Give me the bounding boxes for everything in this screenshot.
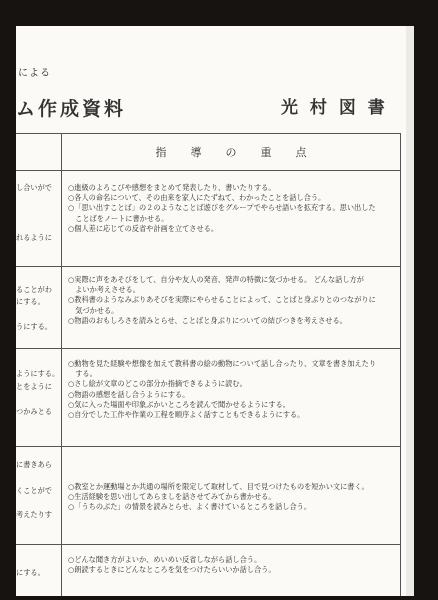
row-divider (16, 348, 400, 349)
left-cell-text: にする。 (16, 297, 45, 306)
row-divider (16, 170, 400, 171)
left-cell-text: くことがで (16, 486, 52, 495)
table-row (68, 275, 398, 326)
row-text-line: ○個人差に応じての反省や計画を立てさせる。 (68, 223, 219, 233)
left-cell-text: れるように (16, 233, 52, 242)
row-text-line: ○物語のおもしろさを読みとらせ、ことばと身ぶりについての結びつきを考えさせる。 (68, 315, 347, 325)
row-text-line: ○教科書のようなみぶりあそびを実際にやらせることによって、ことばと身ぶりとのつながりに (68, 295, 376, 305)
table-row (68, 555, 398, 575)
row-text-line: ○「思い出すことば」の２のようなことば遊びをグループでやらせ語いを拡充する。思い出した (68, 203, 376, 213)
page-edge-shadow (406, 26, 414, 596)
row-text-line: ○自分でした工作や作業の工程を順序よく話すこともできるようにする。 (68, 410, 305, 420)
left-cell-text: ようにする。 (16, 369, 60, 378)
row-text-line: ○「うちのぶた」の情景を読みとらせ、よく書けているところを話し合う。 (68, 502, 312, 512)
row-text-line: ○気に入った場面や印象ぶかいところを読んで聞かせるようにする。 (68, 399, 290, 409)
column-divider (61, 133, 62, 596)
left-cell-text: し合いがで (16, 183, 52, 192)
row-text-line: ○生活経験を思い出してあらましを話させてみてから書かせる。 (68, 492, 276, 502)
row-divider (16, 544, 400, 545)
row-text-line: する。 (68, 369, 97, 379)
row-text-line: ○どんな聞き方がよいか、めいめい反省しながら話し合う。 (68, 555, 262, 564)
left-cell-text: とをように (16, 382, 52, 391)
left-cell-text: うにする。 (16, 322, 52, 331)
document-page (16, 26, 414, 596)
row-text-line: ○さし絵が文章のどこの部分か指摘できるように読む。 (68, 379, 247, 389)
left-cell-text: 考えたりす (16, 510, 52, 519)
row-text-line: ことばをノートに書かせる。 (68, 213, 169, 223)
subtitle-fragment: による (18, 68, 51, 79)
column-header: 指導の重点 (155, 145, 331, 159)
row-divider (16, 446, 400, 447)
row-text-line: ○物語の感想を話し合うようにする。 (68, 389, 190, 399)
row-divider (16, 266, 400, 267)
row-text-line: ○各人の命名について、その由来を家人にたずねて、わかったことを話し合う。 (68, 193, 326, 203)
document-title: ム作成資料 (16, 98, 127, 120)
table-row (68, 359, 398, 420)
row-text-line: ○教室とか運動場とか共通の場所を限定して取材して、目で見つけたものを短かい文に書く。 (68, 482, 369, 491)
left-cell-text: にする。 (16, 568, 45, 577)
left-cell-text: ることがわ (16, 285, 52, 294)
publisher-name: 光 村 図 書 (281, 98, 388, 118)
left-cell-text: に書きあら (16, 460, 52, 469)
row-text-line: ○朗読するときにどんなところを気をつけたらいいか話し合う。 (68, 565, 276, 575)
table-row (68, 183, 398, 234)
row-text-line: ○実際に声をあそびをして、自分や友人の発音、発声の特徴に気づかせる。 どんな話し方が (68, 275, 364, 284)
row-text-line: 気づかせる。 (68, 305, 119, 315)
row-text-line: ○進級のよろこびや感想をまとめて発表したり、書いたりする。 (68, 183, 276, 192)
row-text-line: ○動物を見た経験や想像を加えて教科書の絵の動物について話し合ったり、文章を書き加えたり (68, 359, 377, 368)
left-cell-text: つかみとる (16, 407, 52, 416)
row-text-line: よいか考えさせる。 (68, 285, 140, 295)
table-row (68, 482, 398, 513)
